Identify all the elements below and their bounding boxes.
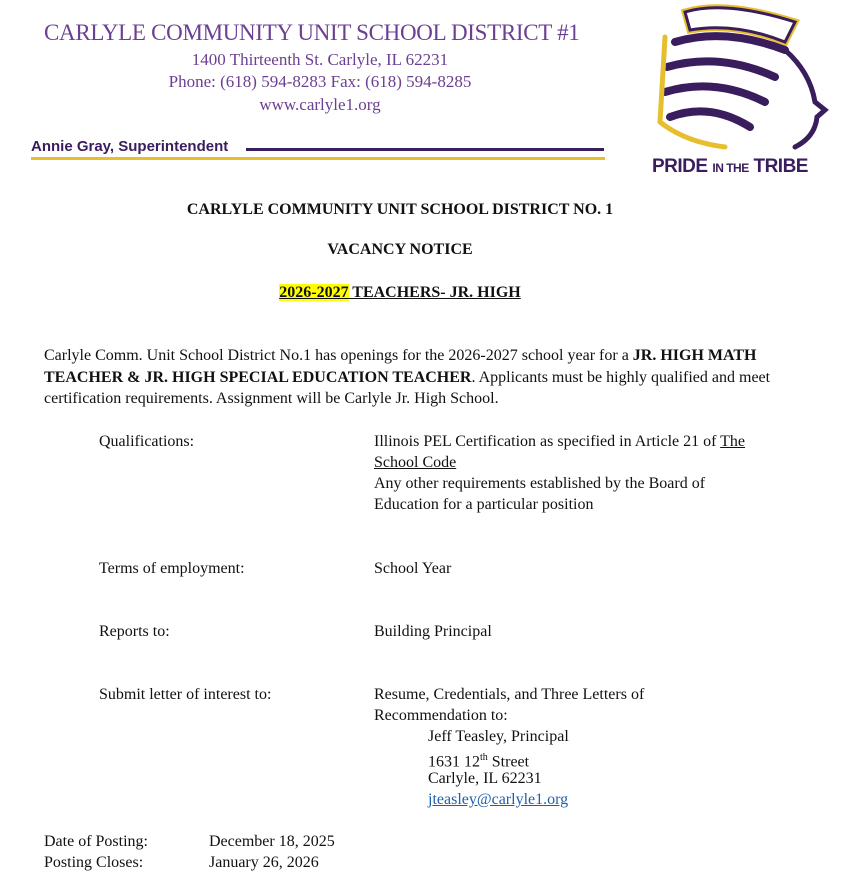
qualifications-line3: Any other requirements established by the Board of: [374, 475, 706, 492]
email-link[interactable]: jteasley@carlyle1.org: [428, 791, 569, 808]
reports-value: Building Principal: [374, 623, 492, 640]
submit-label: Submit letter of interest to:: [99, 686, 272, 703]
street-suffix: th: [480, 752, 488, 763]
intro-text-end: . Applicants must be highly qualified and meet certification requirements. Assignment will be Carlyle Jr. High School.: [44, 368, 771, 407]
superintendent: Annie Gray, Superintendent: [31, 138, 229, 155]
qual-text: Illinois PEL Certification as specified in Article 21 of: [374, 433, 721, 450]
tagline-in-the: IN THE: [712, 161, 749, 175]
school-code-ref: The: [720, 433, 746, 450]
intro-text: Carlyle Comm. Unit School District No.1 has openings for the 2026-2027 school year for a: [44, 347, 633, 364]
principal-name: Jeff Teasley, Principal: [428, 728, 569, 745]
terms-value: School Year: [374, 560, 452, 577]
posting-date: December 18, 2025: [209, 833, 335, 850]
district-phone-fax: Phone: (618) 594-8283 Fax: (618) 594-8285: [168, 72, 472, 91]
tribe-logo-icon: [645, 2, 835, 152]
divider-gold: [31, 157, 605, 160]
posting-closes: January 26, 2026: [209, 854, 319, 871]
heading-district: CARLYLE COMMUNITY UNIT SCHOOL DISTRICT NO. 1: [186, 201, 614, 218]
submit-line1: Resume, Credentials, and Three Letters of: [374, 686, 645, 703]
heading-position-title: TEACHERS- JR. HIGH: [348, 284, 521, 301]
tagline-tribe: TRIBE: [753, 156, 808, 177]
qualifications-label: Qualifications:: [99, 433, 195, 450]
posting-closes-label: Posting Closes:: [44, 854, 144, 871]
intro-positions: JR. HIGH MATH TEACHER & JR. HIGH SPECIAL EDUCATION TEACHER: [44, 347, 757, 386]
logo-tagline: [652, 156, 808, 178]
district-name: CARLYLE COMMUNITY UNIT SCHOOL DISTRICT #1: [44, 20, 580, 45]
divider-purple: [246, 148, 604, 151]
principal-email: [428, 789, 568, 810]
reports-label: Reports to:: [99, 623, 170, 640]
district-website[interactable]: www.carlyle1.org: [259, 95, 381, 114]
qualifications-line1: [374, 431, 745, 452]
qualifications-line2: School Code: [374, 454, 457, 471]
street-name: Street: [487, 753, 530, 771]
street-number: 1631 12: [428, 753, 480, 771]
district-address: 1400 Thirteenth St. Carlyle, IL 62231: [191, 50, 449, 69]
intro-paragraph: [44, 345, 814, 410]
heading-vacancy-notice: VACANCY NOTICE: [327, 241, 473, 258]
posting-date-label: Date of Posting:: [44, 833, 148, 850]
qualifications-line4: Education for a particular position: [374, 496, 594, 513]
heading-year: 2026-2027: [279, 284, 349, 301]
terms-label: Terms of employment:: [99, 560, 245, 577]
submit-line2: Recommendation to:: [374, 707, 508, 724]
principal-city: Carlyle, IL 62231: [428, 770, 542, 787]
tagline-pride: PRIDE: [652, 156, 708, 177]
heading-position: [0, 284, 800, 302]
